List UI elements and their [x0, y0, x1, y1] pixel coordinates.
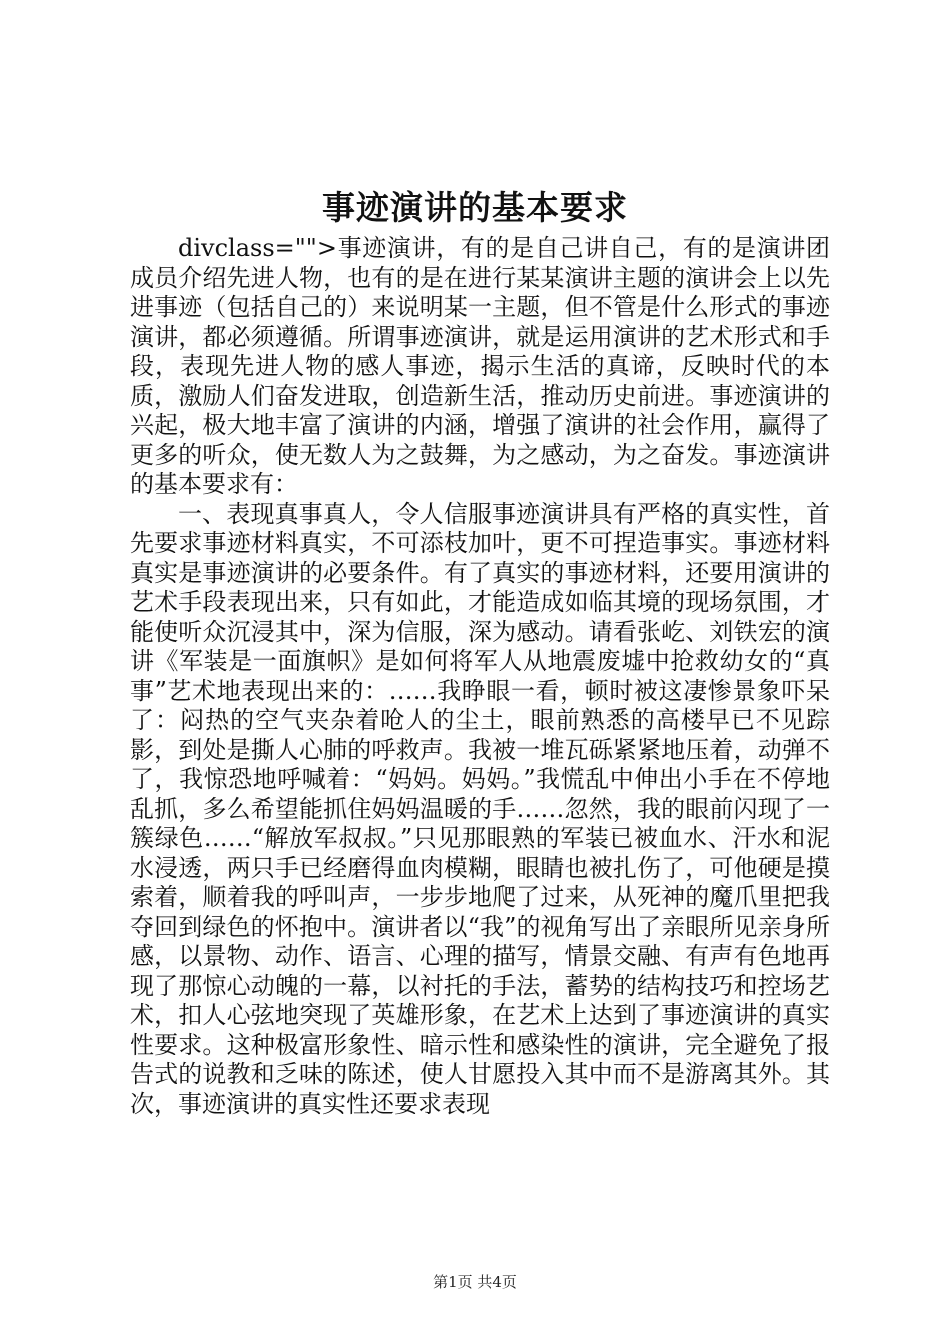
document-body [130, 234, 830, 1119]
body-paragraph-2: 一、表现真事真人，令人信服事迹演讲具有严格的真实性，首先要求事迹材料真实，不可添枝加叶，更不可捏造事实。事迹材料真实是事迹演讲的必要条件。有了真实的事迹材料，还要用演讲的艺术手段表现出来，只有如此，才能造成如临其境的现场氛围，才能使听众沉浸其中，深为信服，深为感动。请看张屹、刘铁宏的演讲《军装是一面旗帜》是如何将军人从地震废墟中抢救幼女的“真事”艺术地表现出来的：……我睁眼一看，顿时被这凄惨景象吓呆了：闷热的空气夹杂着呛人的尘土，眼前熟悉的高楼早已不见踪影，到处是撕人心肺的呼救声。我被一堆瓦砾紧紧地压着，动弹不了，我惊恐地呼喊着：“妈妈。妈妈。”我慌乱中伸出小手在不停地乱抓，多么希望能抓住妈妈温暖的手……忽然，我的眼前闪现了一簇绿色……“解放军叔叔。”只见那眼熟的军装已被血水、汗水和泥水浸透，两只手已经磨得血肉模糊，眼睛也被扎伤了，可他硬是摸索着，顺着我的呼叫声，一步步地爬了过来，从死神的魔爪里把我夺回到绿色的怀抱中。演讲者以“我”的视角写出了亲眼所见亲身所感，以景物、动作、语言、心理的描写，情景交融、有声有色地再现了那惊心动魄的一幕，以衬托的手法，蓄势的结构技巧和控场艺术，扣人心弦地突现了英雄形象，在艺术上达到了事迹演讲的真实性要求。这种极富形象性、暗示性和感染性的演讲，完全避免了报告式的说教和乏味的陈述，使人甘愿投入其中而不是游离其外。其次，事迹演讲的真实性还要求表现 [130, 499, 830, 1118]
body-paragraph-1: divclass="">事迹演讲，有的是自己讲自己，有的是演讲团成员介绍先进人物，也有的是在进行某某演讲主题的演讲会上以先进事迹（包括自己的）来说明某一主题，但不管是什么形式的事迹演讲，都必须遵循。所谓事迹演讲，就是运用演讲的艺术形式和手段，表现先进人物的感人事迹，揭示生活的真谛，反映时代的本质，激励人们奋发进取，创造新生活，推动历史前进。事迹演讲的兴起，极大地丰富了演讲的内涵，增强了演讲的社会作用，赢得了更多的听众，使无数人为之鼓舞，为之感动，为之奋发。事迹演讲的基本要求有： [130, 234, 830, 498]
document-title: 事迹演讲的基本要求 [322, 188, 628, 227]
page-number-footer: 第1页 共4页 [433, 1273, 517, 1291]
